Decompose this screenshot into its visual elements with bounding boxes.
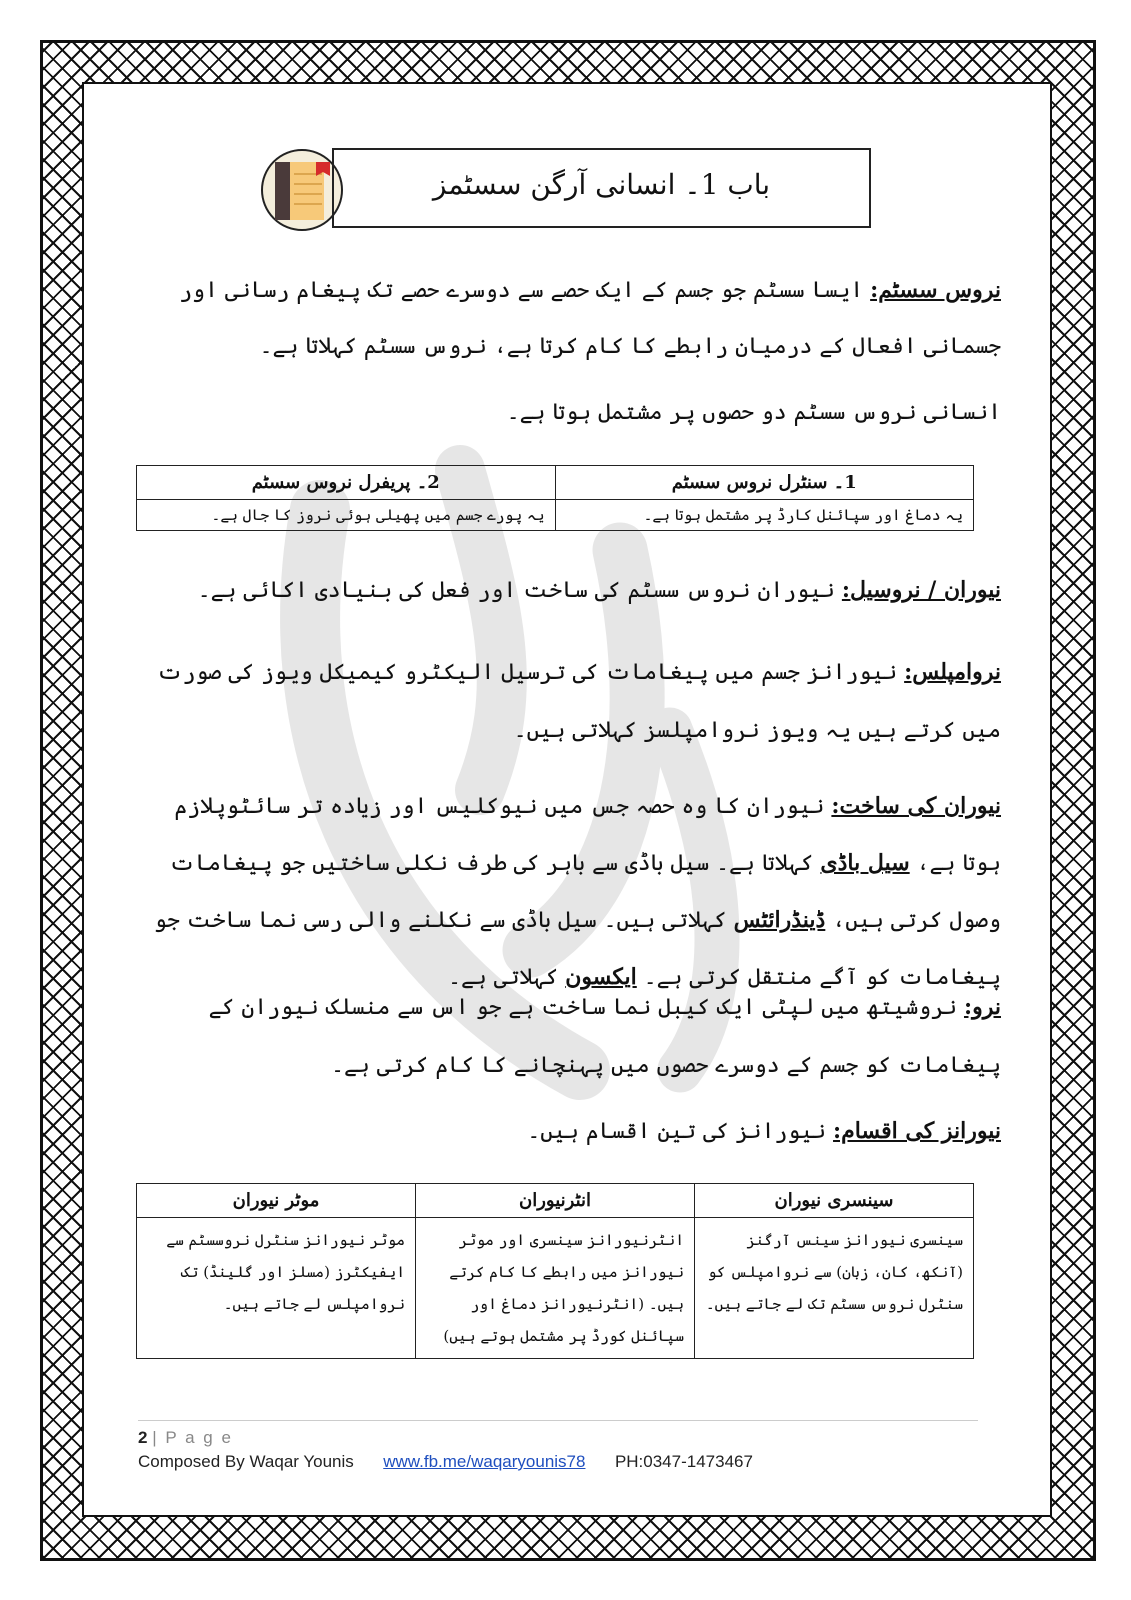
term-label: نیورانز کی اقسام: (833, 1118, 1001, 1144)
table-header: موٹر نیوران (137, 1184, 416, 1218)
nervous-system-parts (151, 400, 1001, 426)
neuron-types-table (136, 1183, 974, 1359)
chapter-title: باب 1۔ انسانی آرگن سسٹمز (432, 168, 771, 201)
page-number: 2 (138, 1428, 148, 1447)
term-label: نروس سسٹم: (870, 277, 1001, 303)
structure-text: نیوران کا وہ حصہ جس میں نیوکلیس اور زیادہ تر سائٹوپلازم ہوتا ہے، (174, 794, 1001, 876)
highlight-term: ایکسون (565, 964, 637, 990)
term-label: نروامپلس: (904, 659, 1001, 685)
footer-credits (138, 1452, 753, 1472)
impulse-definition (151, 643, 1001, 760)
nervous-system-table (136, 465, 974, 531)
page-number-line (138, 1428, 233, 1448)
table-cell: انٹرنیورانز سینسری اور موٹر نیورانز میں رابطے کا کام کرتے ہیں۔ (انٹرنیورانز دماغ اور سپائنل کورڈ پر مشتمل ہوتے ہیں) (416, 1218, 695, 1359)
table-cell: یہ پورے جسم میں پھیلی ہوئی نروز کا جال ہے۔ (137, 500, 556, 531)
neuron-types (151, 1118, 1001, 1145)
term-label: نیوران / نروسیل: (841, 577, 1001, 603)
table-header: سینسری نیوران (695, 1184, 974, 1218)
definition-text: نیوران نروس سسٹم کی ساخت اور فعل کی بنیادی اکائی ہے۔ (197, 578, 835, 603)
definition-text: نیورانز کی تین اقسام ہیں۔ (527, 1119, 827, 1144)
composed-by: Composed By Waqar Younis (138, 1452, 354, 1471)
facebook-link[interactable]: www.fb.me/waqaryounis78 (383, 1452, 586, 1471)
chapter-title-box (332, 148, 871, 228)
table-header: انٹرنیوران (416, 1184, 695, 1218)
definition-text: نروشیتھ میں لپٹی ایک کیبل نما ساخت ہے جو اس سے منسلک نیوران کے پیغامات کو جسم کے دوسرے حصوں میں پہنچانے کا کام کرتی ہے۔ (208, 995, 1001, 1078)
phone-number: PH:0347-1473467 (614, 1452, 753, 1471)
definition-text: ایسا سسٹم جو جسم کے ایک حصے سے دوسرے حصے تک پیغام رسانی اور جسمانی افعال کے درمیان رابطے کا کام کرتا ہے، نروس سسٹم کہلاتا ہے۔ (179, 278, 1001, 359)
table-header: 2۔ پریفرل نروس سسٹم (137, 466, 556, 500)
term-label: نیوران کی ساخت: (831, 793, 1001, 819)
nervous-system-definition (151, 262, 1001, 375)
table-header: 1۔ سنٹرل نروس سسٹم (555, 466, 974, 500)
definition-text: نیورانز جسم میں پیغامات کی ترسیل الیکٹرو کیمیکل ویوز کی صورت میں کرتے ہیں یہ ویوز نروامپلسز کہلاتی ہیں۔ (156, 660, 1001, 743)
neuron-definition (151, 577, 1001, 604)
structure-text: کہلاتی ہیں۔ سیل باڈی سے نکلنے والی رسی نما ساخت جو پیغامات کو آگے منتقل کرتی ہے۔ (153, 908, 1001, 990)
structure-text: کہلاتا ہے۔ سیل باڈی سے باہر کی طرف نکلی ساختیں جو پیغامات وصول کرتی ہیں، (169, 851, 1001, 933)
table-cell: یہ دماغ اور سپائنل کارڈ پر مشتمل ہوتا ہے۔ (555, 500, 974, 531)
page-label: | P a g e (152, 1428, 233, 1447)
structure-text: کہلاتی ہے۔ (448, 965, 559, 990)
highlight-term: ڈینڈرائٹس (733, 907, 826, 933)
neuron-structure (151, 778, 1001, 1006)
term-label: نرو: (963, 994, 1001, 1020)
table-cell: سینسری نیورانز سینس آرگنز (آنکھ، کان، زبان) سے نروامپلس کو سنٹرل نروس سسٹم تک لے جاتے ہیں۔ (695, 1218, 974, 1359)
table-cell: موٹر نیورانز سنٹرل نروسسٹم سے ایفیکٹرز (مسلز اور گلینڈ) تک نروامپلس لے جاتے ہیں۔ (137, 1218, 416, 1359)
nerve-definition (151, 978, 1001, 1095)
footer-divider (138, 1420, 978, 1421)
parts-text: انسانی نروس سسٹم دو حصوں پر مشتمل ہوتا ہے۔ (506, 400, 1001, 425)
highlight-term: سیل باڈی (820, 850, 910, 876)
